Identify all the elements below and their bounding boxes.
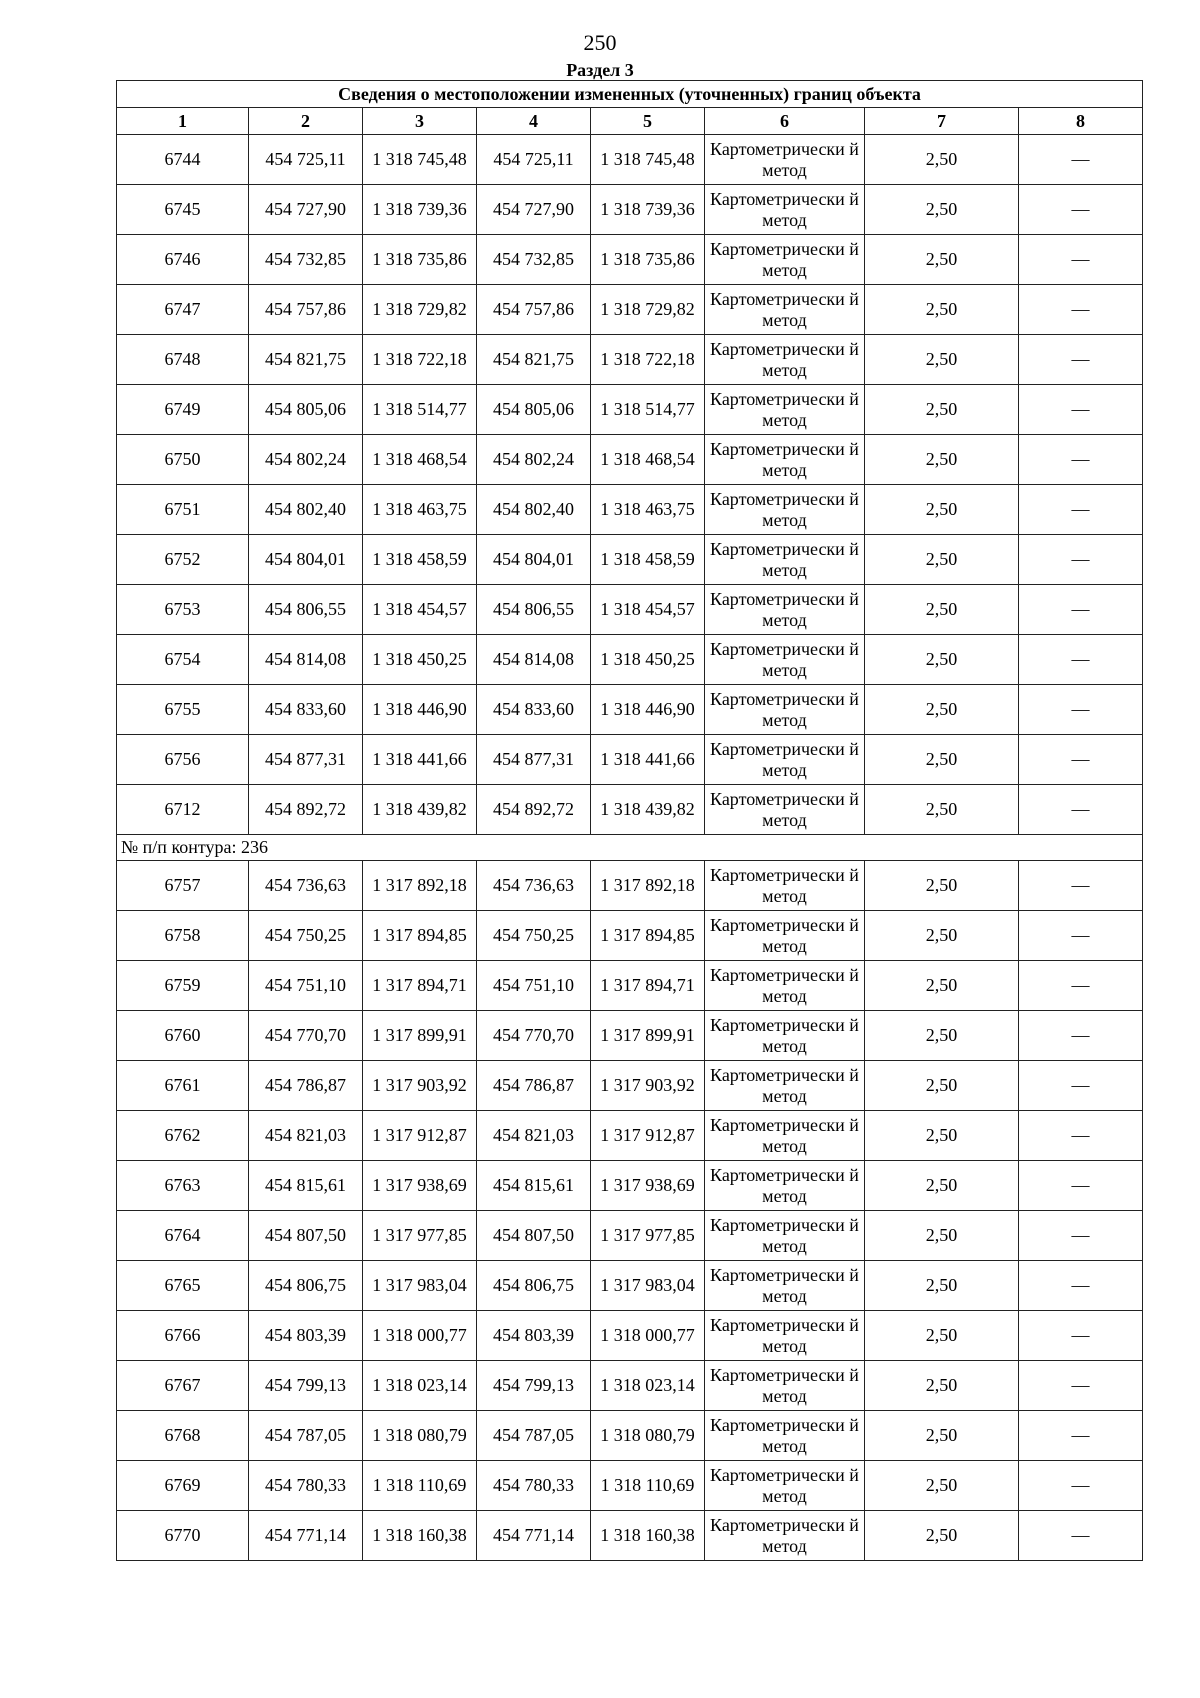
point-number-cell: 6761 [117, 1061, 249, 1111]
x-existing-cell: 454 815,61 [249, 1161, 363, 1211]
note-cell: — [1019, 385, 1143, 435]
accuracy-cell: 2,50 [865, 635, 1019, 685]
method-cell: Картометрически й метод [705, 861, 865, 911]
x-existing-cell: 454 804,01 [249, 535, 363, 585]
y-refined-cell: 1 318 729,82 [591, 285, 705, 335]
note-cell: — [1019, 185, 1143, 235]
x-existing-cell: 454 806,75 [249, 1261, 363, 1311]
table-row [117, 1511, 1143, 1561]
accuracy-cell: 2,50 [865, 135, 1019, 185]
note-cell: — [1019, 1361, 1143, 1411]
note-cell: — [1019, 1261, 1143, 1311]
x-existing-cell: 454 799,13 [249, 1361, 363, 1411]
point-number-cell: 6757 [117, 861, 249, 911]
note-cell: — [1019, 1461, 1143, 1511]
y-existing-cell: 1 318 745,48 [363, 135, 477, 185]
x-existing-cell: 454 736,63 [249, 861, 363, 911]
x-refined-cell: 454 751,10 [477, 961, 591, 1011]
point-number-cell: 6751 [117, 485, 249, 535]
x-refined-cell: 454 780,33 [477, 1461, 591, 1511]
point-number-cell: 6753 [117, 585, 249, 635]
x-refined-cell: 454 814,08 [477, 635, 591, 685]
y-existing-cell: 1 317 912,87 [363, 1111, 477, 1161]
method-cell: Картометрически й метод [705, 1311, 865, 1361]
table-row [117, 785, 1143, 835]
y-refined-cell: 1 318 450,25 [591, 635, 705, 685]
y-existing-cell: 1 317 894,85 [363, 911, 477, 961]
contour-label: № п/п контура: 236 [117, 835, 1143, 861]
y-refined-cell: 1 318 745,48 [591, 135, 705, 185]
note-cell: — [1019, 435, 1143, 485]
y-refined-cell: 1 318 454,57 [591, 585, 705, 635]
x-refined-cell: 454 732,85 [477, 235, 591, 285]
y-refined-cell: 1 318 463,75 [591, 485, 705, 535]
x-refined-cell: 454 725,11 [477, 135, 591, 185]
x-refined-cell: 454 833,60 [477, 685, 591, 735]
y-existing-cell: 1 318 441,66 [363, 735, 477, 785]
method-cell: Картометрически й метод [705, 135, 865, 185]
section-title: Раздел 3 [566, 60, 634, 80]
accuracy-cell: 2,50 [865, 485, 1019, 535]
y-refined-cell: 1 318 160,38 [591, 1511, 705, 1561]
x-existing-cell: 454 757,86 [249, 285, 363, 335]
accuracy-cell: 2,50 [865, 235, 1019, 285]
y-existing-cell: 1 318 463,75 [363, 485, 477, 535]
table-row [117, 1011, 1143, 1061]
x-existing-cell: 454 727,90 [249, 185, 363, 235]
point-number-cell: 6749 [117, 385, 249, 435]
table-row [117, 585, 1143, 635]
y-refined-cell: 1 317 912,87 [591, 1111, 705, 1161]
y-existing-cell: 1 318 450,25 [363, 635, 477, 685]
accuracy-cell: 2,50 [865, 911, 1019, 961]
x-existing-cell: 454 780,33 [249, 1461, 363, 1511]
y-refined-cell: 1 318 441,66 [591, 735, 705, 785]
note-cell: — [1019, 1061, 1143, 1111]
x-refined-cell: 454 771,14 [477, 1511, 591, 1561]
method-cell: Картометрически й метод [705, 285, 865, 335]
method-cell: Картометрически й метод [705, 385, 865, 435]
y-existing-cell: 1 317 892,18 [363, 861, 477, 911]
method-cell: Картометрически й метод [705, 1111, 865, 1161]
x-existing-cell: 454 802,24 [249, 435, 363, 485]
table-row [117, 135, 1143, 185]
x-refined-cell: 454 815,61 [477, 1161, 591, 1211]
x-existing-cell: 454 821,03 [249, 1111, 363, 1161]
method-cell: Картометрически й метод [705, 535, 865, 585]
note-cell: — [1019, 485, 1143, 535]
x-existing-cell: 454 771,14 [249, 1511, 363, 1561]
accuracy-cell: 2,50 [865, 1361, 1019, 1411]
x-existing-cell: 454 803,39 [249, 1311, 363, 1361]
x-refined-cell: 454 803,39 [477, 1311, 591, 1361]
table-row [117, 235, 1143, 285]
y-existing-cell: 1 318 735,86 [363, 235, 477, 285]
x-existing-cell: 454 814,08 [249, 635, 363, 685]
x-existing-cell: 454 732,85 [249, 235, 363, 285]
table-row [117, 735, 1143, 785]
y-existing-cell: 1 318 739,36 [363, 185, 477, 235]
accuracy-cell: 2,50 [865, 1111, 1019, 1161]
point-number-cell: 6748 [117, 335, 249, 385]
y-existing-cell: 1 318 722,18 [363, 335, 477, 385]
method-cell: Картометрически й метод [705, 1161, 865, 1211]
x-refined-cell: 454 807,50 [477, 1211, 591, 1261]
table-row [117, 961, 1143, 1011]
table-row [117, 1111, 1143, 1161]
table-row [117, 1361, 1143, 1411]
x-existing-cell: 454 877,31 [249, 735, 363, 785]
x-existing-cell: 454 751,10 [249, 961, 363, 1011]
note-cell: — [1019, 1111, 1143, 1161]
note-cell: — [1019, 235, 1143, 285]
y-refined-cell: 1 318 439,82 [591, 785, 705, 835]
x-existing-cell: 454 725,11 [249, 135, 363, 185]
accuracy-cell: 2,50 [865, 285, 1019, 335]
column-number-5: 5 [591, 108, 705, 135]
x-refined-cell: 454 727,90 [477, 185, 591, 235]
accuracy-cell: 2,50 [865, 785, 1019, 835]
x-existing-cell: 454 892,72 [249, 785, 363, 835]
table-row [117, 861, 1143, 911]
point-number-cell: 6763 [117, 1161, 249, 1211]
note-cell: — [1019, 1161, 1143, 1211]
accuracy-cell: 2,50 [865, 735, 1019, 785]
note-cell: — [1019, 735, 1143, 785]
y-refined-cell: 1 318 458,59 [591, 535, 705, 585]
column-number-4: 4 [477, 108, 591, 135]
table-row [117, 385, 1143, 435]
y-existing-cell: 1 318 458,59 [363, 535, 477, 585]
y-refined-cell: 1 317 899,91 [591, 1011, 705, 1061]
y-existing-cell: 1 318 454,57 [363, 585, 477, 635]
y-refined-cell: 1 317 894,85 [591, 911, 705, 961]
accuracy-cell: 2,50 [865, 1411, 1019, 1461]
table-row [117, 1461, 1143, 1511]
point-number-cell: 6769 [117, 1461, 249, 1511]
method-cell: Картометрически й метод [705, 1261, 865, 1311]
x-existing-cell: 454 806,55 [249, 585, 363, 635]
y-refined-cell: 1 318 023,14 [591, 1361, 705, 1411]
x-refined-cell: 454 802,24 [477, 435, 591, 485]
table-row [117, 1061, 1143, 1111]
x-existing-cell: 454 802,40 [249, 485, 363, 535]
table-title: Сведения о местоположении измененных (уточненных) границ объекта [117, 81, 1143, 108]
y-existing-cell: 1 318 110,69 [363, 1461, 477, 1511]
note-cell: — [1019, 911, 1143, 961]
y-refined-cell: 1 318 080,79 [591, 1411, 705, 1461]
x-refined-cell: 454 786,87 [477, 1061, 591, 1111]
method-cell: Картометрически й метод [705, 485, 865, 535]
note-cell: — [1019, 135, 1143, 185]
accuracy-cell: 2,50 [865, 961, 1019, 1011]
point-number-cell: 6755 [117, 685, 249, 735]
x-refined-cell: 454 770,70 [477, 1011, 591, 1061]
table-row [117, 285, 1143, 335]
method-cell: Картометрически й метод [705, 961, 865, 1011]
point-number-cell: 6760 [117, 1011, 249, 1061]
y-refined-cell: 1 318 735,86 [591, 235, 705, 285]
column-number-6: 6 [705, 108, 865, 135]
note-cell: — [1019, 1211, 1143, 1261]
point-number-cell: 6746 [117, 235, 249, 285]
x-refined-cell: 454 877,31 [477, 735, 591, 785]
point-number-cell: 6756 [117, 735, 249, 785]
note-cell: — [1019, 961, 1143, 1011]
y-refined-cell: 1 317 977,85 [591, 1211, 705, 1261]
y-existing-cell: 1 318 514,77 [363, 385, 477, 435]
x-existing-cell: 454 770,70 [249, 1011, 363, 1061]
point-number-cell: 6762 [117, 1111, 249, 1161]
table-row [117, 1161, 1143, 1211]
note-cell: — [1019, 861, 1143, 911]
page-number: 250 [583, 30, 617, 55]
point-number-cell: 6765 [117, 1261, 249, 1311]
y-refined-cell: 1 318 722,18 [591, 335, 705, 385]
table-row [117, 685, 1143, 735]
point-number-cell: 6767 [117, 1361, 249, 1411]
y-existing-cell: 1 317 899,91 [363, 1011, 477, 1061]
y-existing-cell: 1 318 023,14 [363, 1361, 477, 1411]
table-row [117, 485, 1143, 535]
method-cell: Картометрически й метод [705, 1061, 865, 1111]
note-cell: — [1019, 585, 1143, 635]
accuracy-cell: 2,50 [865, 435, 1019, 485]
point-number-cell: 6766 [117, 1311, 249, 1361]
method-cell: Картометрически й метод [705, 1411, 865, 1461]
y-refined-cell: 1 317 938,69 [591, 1161, 705, 1211]
y-existing-cell: 1 318 729,82 [363, 285, 477, 335]
method-cell: Картометрически й метод [705, 335, 865, 385]
x-existing-cell: 454 807,50 [249, 1211, 363, 1261]
method-cell: Картометрически й метод [705, 785, 865, 835]
y-existing-cell: 1 317 983,04 [363, 1261, 477, 1311]
x-refined-cell: 454 805,06 [477, 385, 591, 435]
table-body [117, 135, 1143, 1561]
method-cell: Картометрически й метод [705, 1511, 865, 1561]
y-refined-cell: 1 318 514,77 [591, 385, 705, 435]
y-existing-cell: 1 318 080,79 [363, 1411, 477, 1461]
accuracy-cell: 2,50 [865, 685, 1019, 735]
note-cell: — [1019, 685, 1143, 735]
point-number-cell: 6744 [117, 135, 249, 185]
note-cell: — [1019, 285, 1143, 335]
x-refined-cell: 454 802,40 [477, 485, 591, 535]
accuracy-cell: 2,50 [865, 861, 1019, 911]
x-existing-cell: 454 821,75 [249, 335, 363, 385]
accuracy-cell: 2,50 [865, 1161, 1019, 1211]
x-refined-cell: 454 821,75 [477, 335, 591, 385]
accuracy-cell: 2,50 [865, 535, 1019, 585]
method-cell: Картометрически й метод [705, 235, 865, 285]
x-refined-cell: 454 750,25 [477, 911, 591, 961]
column-number-7: 7 [865, 108, 1019, 135]
accuracy-cell: 2,50 [865, 1261, 1019, 1311]
column-number-8: 8 [1019, 108, 1143, 135]
table-row [117, 435, 1143, 485]
table-row [117, 1211, 1143, 1261]
note-cell: — [1019, 335, 1143, 385]
note-cell: — [1019, 1511, 1143, 1561]
column-number-1: 1 [117, 108, 249, 135]
method-cell: Картометрически й метод [705, 585, 865, 635]
x-refined-cell: 454 806,75 [477, 1261, 591, 1311]
method-cell: Картометрически й метод [705, 435, 865, 485]
x-refined-cell: 454 804,01 [477, 535, 591, 585]
x-refined-cell: 454 736,63 [477, 861, 591, 911]
accuracy-cell: 2,50 [865, 335, 1019, 385]
point-number-cell: 6770 [117, 1511, 249, 1561]
accuracy-cell: 2,50 [865, 385, 1019, 435]
x-refined-cell: 454 799,13 [477, 1361, 591, 1411]
table-row [117, 1411, 1143, 1461]
point-number-cell: 6752 [117, 535, 249, 585]
note-cell: — [1019, 1011, 1143, 1061]
point-number-cell: 6745 [117, 185, 249, 235]
point-number-cell: 6758 [117, 911, 249, 961]
y-refined-cell: 1 318 000,77 [591, 1311, 705, 1361]
method-cell: Картометрически й метод [705, 735, 865, 785]
y-refined-cell: 1 318 739,36 [591, 185, 705, 235]
x-refined-cell: 454 787,05 [477, 1411, 591, 1461]
x-existing-cell: 454 833,60 [249, 685, 363, 735]
method-cell: Картометрически й метод [705, 685, 865, 735]
y-refined-cell: 1 317 894,71 [591, 961, 705, 1011]
y-existing-cell: 1 317 977,85 [363, 1211, 477, 1261]
table-row [117, 911, 1143, 961]
table-row [117, 535, 1143, 585]
method-cell: Картометрически й метод [705, 635, 865, 685]
table-row [117, 1261, 1143, 1311]
note-cell: — [1019, 535, 1143, 585]
point-number-cell: 6768 [117, 1411, 249, 1461]
y-existing-cell: 1 318 439,82 [363, 785, 477, 835]
x-existing-cell: 454 787,05 [249, 1411, 363, 1461]
method-cell: Картометрически й метод [705, 1011, 865, 1061]
contour-row [117, 835, 1143, 861]
accuracy-cell: 2,50 [865, 1461, 1019, 1511]
x-existing-cell: 454 805,06 [249, 385, 363, 435]
table-row [117, 1311, 1143, 1361]
y-existing-cell: 1 318 446,90 [363, 685, 477, 735]
y-refined-cell: 1 317 903,92 [591, 1061, 705, 1111]
y-refined-cell: 1 318 110,69 [591, 1461, 705, 1511]
accuracy-cell: 2,50 [865, 1011, 1019, 1061]
note-cell: — [1019, 1311, 1143, 1361]
method-cell: Картометрически й метод [705, 911, 865, 961]
y-refined-cell: 1 317 983,04 [591, 1261, 705, 1311]
point-number-cell: 6754 [117, 635, 249, 685]
note-cell: — [1019, 785, 1143, 835]
y-refined-cell: 1 317 892,18 [591, 861, 705, 911]
table-row [117, 635, 1143, 685]
accuracy-cell: 2,50 [865, 1511, 1019, 1561]
y-existing-cell: 1 318 000,77 [363, 1311, 477, 1361]
y-existing-cell: 1 317 894,71 [363, 961, 477, 1011]
note-cell: — [1019, 1411, 1143, 1461]
x-refined-cell: 454 806,55 [477, 585, 591, 635]
table-row [117, 335, 1143, 385]
y-existing-cell: 1 317 938,69 [363, 1161, 477, 1211]
x-existing-cell: 454 750,25 [249, 911, 363, 961]
point-number-cell: 6750 [117, 435, 249, 485]
method-cell: Картометрически й метод [705, 185, 865, 235]
accuracy-cell: 2,50 [865, 1061, 1019, 1111]
column-number-3: 3 [363, 108, 477, 135]
accuracy-cell: 2,50 [865, 185, 1019, 235]
x-refined-cell: 454 757,86 [477, 285, 591, 335]
y-existing-cell: 1 317 903,92 [363, 1061, 477, 1111]
accuracy-cell: 2,50 [865, 585, 1019, 635]
method-cell: Картометрически й метод [705, 1361, 865, 1411]
point-number-cell: 6747 [117, 285, 249, 335]
x-refined-cell: 454 892,72 [477, 785, 591, 835]
method-cell: Картометрически й метод [705, 1461, 865, 1511]
y-refined-cell: 1 318 468,54 [591, 435, 705, 485]
x-existing-cell: 454 786,87 [249, 1061, 363, 1111]
point-number-cell: 6764 [117, 1211, 249, 1261]
point-number-cell: 6712 [117, 785, 249, 835]
coordinates-table [116, 80, 1143, 1561]
x-refined-cell: 454 821,03 [477, 1111, 591, 1161]
method-cell: Картометрически й метод [705, 1211, 865, 1261]
accuracy-cell: 2,50 [865, 1311, 1019, 1361]
y-existing-cell: 1 318 468,54 [363, 435, 477, 485]
column-number-2: 2 [249, 108, 363, 135]
table-row [117, 185, 1143, 235]
y-refined-cell: 1 318 446,90 [591, 685, 705, 735]
accuracy-cell: 2,50 [865, 1211, 1019, 1261]
point-number-cell: 6759 [117, 961, 249, 1011]
y-existing-cell: 1 318 160,38 [363, 1511, 477, 1561]
note-cell: — [1019, 635, 1143, 685]
